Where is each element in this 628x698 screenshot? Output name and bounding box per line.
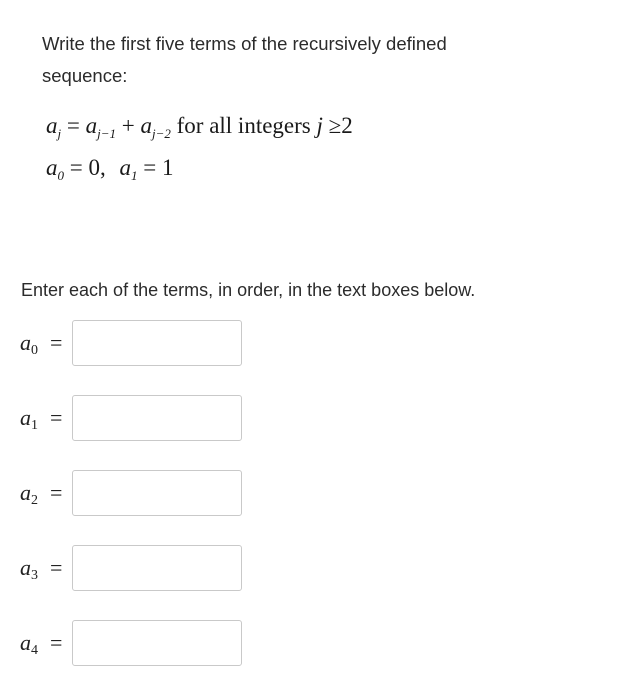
initial-a0-sub: 0 [57, 168, 64, 183]
recurrence-lhs-sub: j [57, 126, 62, 141]
instruction-text: Enter each of the terms, in order, in the text boxes below. [21, 280, 476, 300]
recurrence-term2-var: a [140, 113, 152, 138]
term-a0-sub: 0 [31, 343, 38, 358]
term-label-a0 [20, 330, 38, 356]
recurrence-condition-text: for all integers [176, 113, 311, 138]
term-row-a1 [0, 395, 628, 443]
term-row-a3 [0, 545, 628, 593]
recurrence-condition-rel: ≥ [328, 113, 342, 138]
term-row-a2 [0, 470, 628, 518]
term-a1-var: a [20, 405, 31, 430]
term-a3-var: a [20, 555, 31, 580]
term-a2-equals: = [50, 480, 63, 505]
initial-a1-equals: = [143, 155, 157, 180]
initial-a1-sub: 1 [130, 168, 138, 183]
term-row-a0 [0, 320, 628, 368]
recurrence-condition-val: 2 [341, 113, 353, 138]
recurrence-equals: = [66, 113, 80, 138]
recurrence-lhs-var: a [46, 113, 58, 138]
question-prompt: Write the first five terms of the recursively defined sequence: [42, 33, 447, 86]
term-input-a3[interactable] [72, 545, 242, 591]
initial-a1-value: 1 [161, 155, 174, 180]
initial-a1-var: a [119, 155, 131, 180]
term-row-a4 [0, 620, 628, 668]
term-label-a3 [20, 555, 38, 581]
term-label-a1 [20, 405, 38, 431]
recurrence-term1-sub: j−1 [97, 126, 116, 141]
term-input-a0[interactable] [72, 320, 242, 366]
term-a1-equals: = [50, 405, 63, 430]
term-label-a4 [20, 630, 38, 656]
initial-a0-equals: = [69, 155, 83, 180]
term-label-a2 [20, 480, 38, 506]
recurrence-term1-var: a [85, 113, 98, 138]
term-a2-sub: 2 [31, 493, 38, 508]
term-a3-sub: 3 [31, 568, 38, 583]
term-a0-var: a [20, 330, 31, 355]
initial-a0-value: 0, [88, 155, 106, 180]
term-a4-equals: = [50, 630, 63, 655]
recurrence-condition-var: j [316, 113, 323, 138]
term-a2-var: a [20, 480, 31, 505]
term-a0-equals: = [50, 330, 63, 355]
term-a4-sub: 4 [31, 643, 38, 658]
recurrence-term2-sub: j−2 [151, 126, 171, 141]
recurrence-plus: + [121, 113, 135, 138]
initial-conditions [46, 155, 173, 181]
term-input-a1[interactable] [72, 395, 242, 441]
term-a3-equals: = [50, 555, 63, 580]
term-input-a4[interactable] [72, 620, 242, 666]
initial-a0-var: a [46, 155, 58, 180]
term-input-a2[interactable] [72, 470, 242, 516]
recurrence-formula [46, 113, 353, 139]
term-a4-var: a [20, 630, 31, 655]
term-a1-sub: 1 [31, 418, 38, 433]
